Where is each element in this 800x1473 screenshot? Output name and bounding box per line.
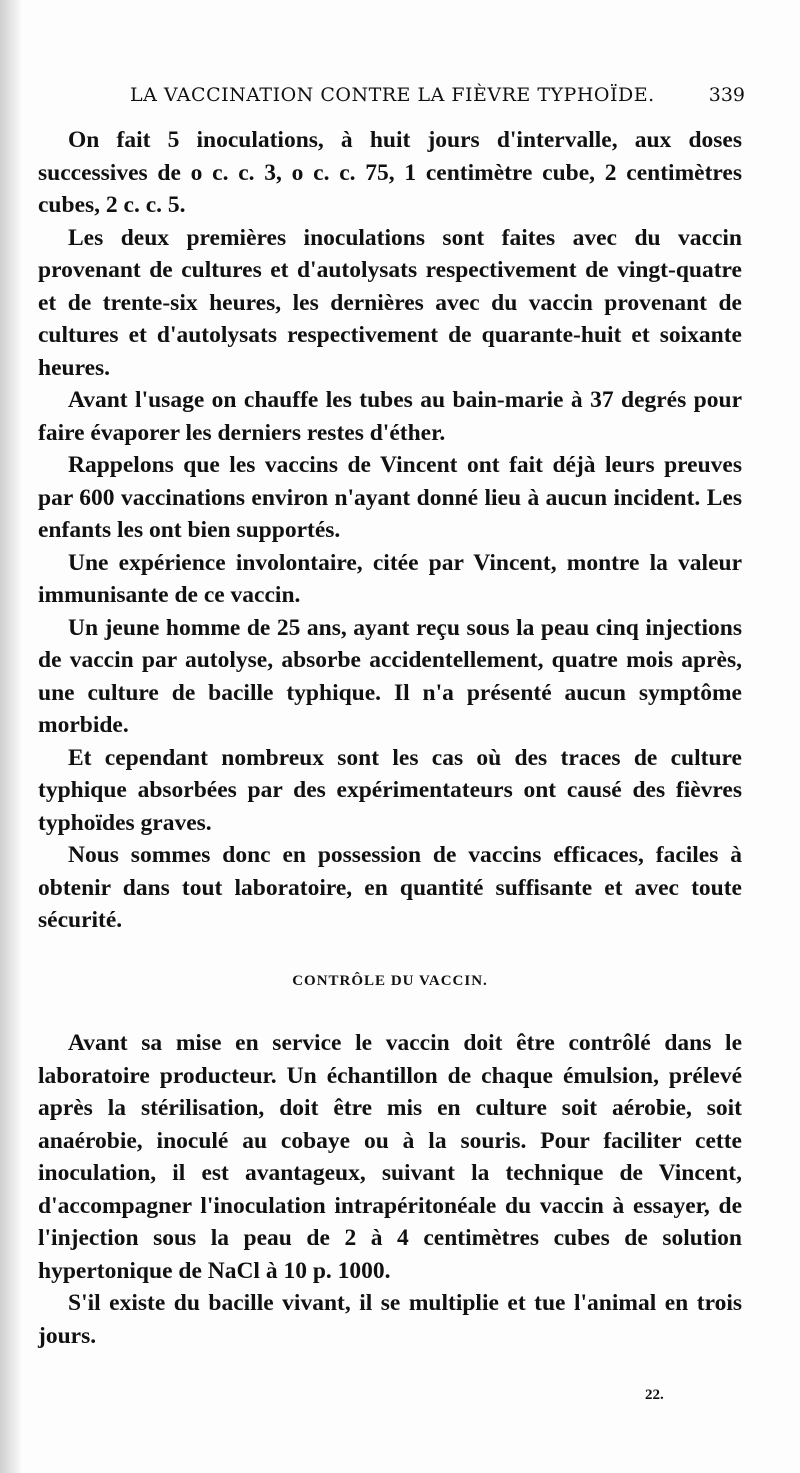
paragraph: Un jeune homme de 25 ans, ayant reçu sous la peau cinq injections de vaccin par autolyse, absorbe accidentellement, quatre mois après, une culture de bacille typhique. Il n'a présenté aucun symptôme morbide. — [38, 614, 742, 738]
page-header — [130, 84, 745, 112]
paragraph: Les deux premières inoculations sont faites avec du vaccin provenant de cultures et d'autolysats respectivement de vingt-quatre et de trente-six heures, les dernières avec du vaccin provenant de cultures et d'autolysats respectivement de quarante-huit et soixante heures. — [38, 224, 742, 381]
signature-mark: 22. — [645, 1387, 664, 1403]
paragraph: Nous sommes donc en possession de vaccins efficaces, faciles à obtenir dans tout laboratoire, en quantité suffisante et avec toute sécurité. — [38, 842, 742, 933]
paragraph: Avant l'usage on chauffe les tubes au bain-marie à 37 degrés pour faire évaporer les derniers restes d'éther. — [38, 387, 742, 446]
page-gutter-shadow — [0, 0, 22, 1473]
page-number: 339 — [708, 84, 745, 106]
paragraph: Avant sa mise en service le vaccin doit être contrôlé dans le laboratoire producteur. Un échantillon de chaque émulsion, prélevé après la stérilisation, doit être mis en culture soit aérobie, soit anaérobie, inoculé au cobaye ou à la souris. Pour faciliter cette inoculation, il est avantageux, suivant la technique de Vincent, d'accompagner l'inoculation intrapéritonéale du vaccin à essayer, de l'injection sous la peau de 2 à 4 centimètres cubes de solution hypertonique de NaCl à 10 p. 1000. — [38, 1030, 742, 1284]
paragraph: Rappelons que les vaccins de Vincent ont fait déjà leurs preuves par 600 vaccinations environ n'ayant donné lieu à aucun incident. Les enfants les ont bien supportés. — [38, 452, 742, 543]
section-heading: CONTRÔLE DU VACCIN. — [292, 972, 488, 989]
body-text — [38, 124, 742, 1352]
paragraph: Une expérience involontaire, citée par Vincent, montre la valeur immunisante de ce vaccin. — [38, 549, 742, 608]
running-head: LA VACCINATION CONTRE LA FIÈVRE TYPHOÏDE. — [130, 84, 655, 106]
paragraph: On fait 5 inoculations, à huit jours d'intervalle, aux doses successives de o c. c. 3, o c. c. 75, 1 centimètre cube, 2 centimètres cubes, 2 c. c. 5. — [38, 127, 742, 218]
paragraph: S'il existe du bacille vivant, il se multiplie et tue l'animal en trois jours. — [38, 1290, 742, 1349]
paragraph: Et cependant nombreux sont les cas où des traces de culture typhique absorbées par des expérimentateurs ont causé des fièvres typhoïdes graves. — [38, 744, 742, 836]
